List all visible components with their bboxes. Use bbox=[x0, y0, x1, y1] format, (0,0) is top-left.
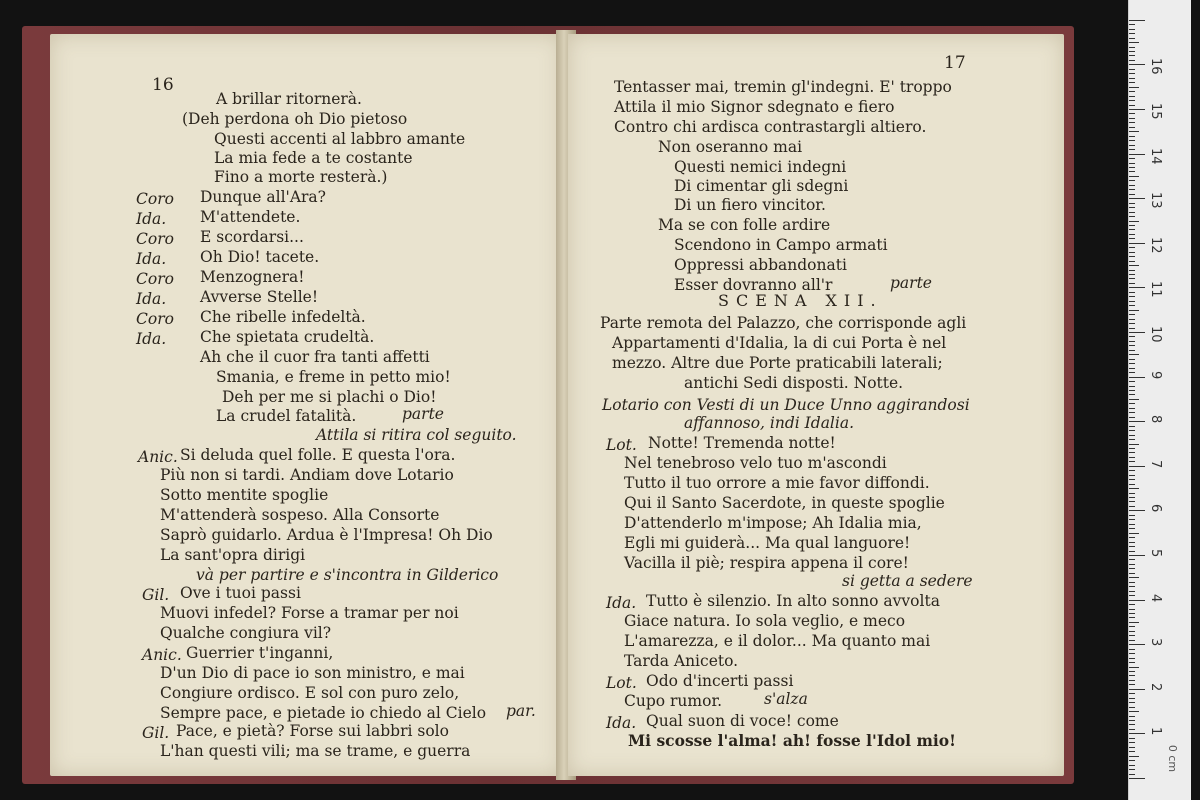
page-number: 16 bbox=[152, 75, 174, 95]
ruler-tick bbox=[1129, 154, 1145, 155]
ruler-tick bbox=[1129, 707, 1135, 708]
speaker-label: Coro bbox=[136, 190, 174, 208]
text-line: Deh per me si plachi o Dio! bbox=[222, 388, 437, 406]
text-line: Ove i tuoi passi bbox=[180, 584, 301, 602]
ruler-tick bbox=[1129, 64, 1145, 65]
text-line: Giace natura. Io sola veglio, e meco bbox=[624, 612, 906, 630]
ruler-tick bbox=[1129, 29, 1135, 30]
ruler-tick bbox=[1129, 582, 1135, 583]
text-line: M'attenderà sospeso. Alla Consorte bbox=[160, 506, 440, 524]
stage-direction: affannoso, indi Idalia. bbox=[684, 414, 855, 432]
text-line: Congiure ordisco. E sol con puro zelo, bbox=[160, 684, 460, 702]
ruler-unit-label: 0 cm bbox=[1166, 744, 1180, 773]
speaker-label: Gil. bbox=[142, 586, 170, 604]
ruler-tick bbox=[1129, 452, 1135, 453]
ruler-tick bbox=[1129, 42, 1139, 43]
text-line: A brillar ritornerà. bbox=[216, 90, 362, 108]
text-line: Si deluda quel folle. E questa l'ora. bbox=[180, 446, 456, 464]
ruler-tick bbox=[1129, 742, 1135, 743]
ruler-tick bbox=[1129, 595, 1135, 596]
ruler-tick bbox=[1129, 430, 1135, 431]
stage-direction: parte bbox=[890, 274, 932, 292]
ruler-number: 6 bbox=[1148, 504, 1163, 513]
text-line: D'attenderlo m'impose; Ah Idalia mia, bbox=[624, 514, 922, 532]
ruler-tick bbox=[1129, 568, 1135, 569]
ruler-tick bbox=[1129, 377, 1145, 378]
ruler-tick bbox=[1129, 87, 1139, 88]
text-line: Fino a morte resterà.) bbox=[214, 168, 388, 186]
ruler-tick bbox=[1129, 751, 1135, 752]
text-line: Di cimentar gli sdegni bbox=[674, 177, 849, 195]
stage-direction: và per partire e s'incontra in Gilderico bbox=[196, 566, 499, 584]
ruler-tick bbox=[1129, 216, 1135, 217]
ruler-tick bbox=[1129, 720, 1135, 721]
text-line: Sempre pace, e pietade io chiedo al Cielo bbox=[160, 704, 487, 722]
speaker-label: Anic. bbox=[142, 646, 182, 664]
ruler-number: 5 bbox=[1148, 549, 1163, 558]
text-line: Che ribelle infedeltà. bbox=[200, 308, 366, 326]
speaker-label: Ida. bbox=[136, 290, 167, 308]
ruler-tick bbox=[1129, 635, 1135, 636]
ruler-tick bbox=[1129, 475, 1135, 476]
ruler-tick bbox=[1129, 501, 1135, 502]
text-line: antichi Sedi disposti. Notte. bbox=[684, 374, 904, 392]
text-line: Qui il Santo Sacerdote, in queste spoglie bbox=[624, 494, 945, 512]
ruler-tick bbox=[1129, 354, 1139, 355]
ruler-tick bbox=[1129, 510, 1145, 511]
ruler-tick bbox=[1129, 408, 1135, 409]
ruler-tick bbox=[1129, 689, 1145, 690]
ruler-tick bbox=[1129, 747, 1135, 748]
text-line: Sotto mentite spoglie bbox=[160, 486, 329, 504]
ruler-tick bbox=[1129, 149, 1135, 150]
text-line: Tutto il tuo orrore a mie favor diffondi. bbox=[624, 474, 930, 492]
ruler-tick bbox=[1129, 100, 1135, 101]
stage-direction: parte bbox=[402, 405, 444, 423]
stage-direction: s'alza bbox=[764, 690, 808, 708]
ruler-tick bbox=[1129, 24, 1135, 25]
speaker-label: Ida. bbox=[606, 714, 637, 732]
ruler-tick bbox=[1129, 546, 1135, 547]
ruler-tick bbox=[1129, 198, 1145, 199]
ruler-tick bbox=[1129, 760, 1135, 761]
ruler-tick bbox=[1129, 319, 1135, 320]
ruler-tick bbox=[1129, 323, 1135, 324]
ruler-tick bbox=[1129, 457, 1135, 458]
ruler-tick bbox=[1129, 600, 1145, 601]
speaker-label: Ida. bbox=[606, 594, 637, 612]
ruler-tick bbox=[1129, 564, 1135, 565]
left-page bbox=[50, 34, 562, 776]
ruler-tick bbox=[1129, 399, 1139, 400]
ruler-tick bbox=[1129, 238, 1135, 239]
speaker-label: Gil. bbox=[142, 724, 170, 742]
ruler-tick bbox=[1129, 296, 1135, 297]
ruler-tick bbox=[1129, 756, 1139, 757]
text-line: Parte remota del Palazzo, che corrisponde agli bbox=[600, 314, 967, 332]
ruler-number: 14 bbox=[1148, 147, 1163, 165]
ruler-tick bbox=[1129, 38, 1135, 39]
ruler-tick bbox=[1129, 91, 1135, 92]
ruler-tick bbox=[1129, 47, 1135, 48]
ruler-tick bbox=[1129, 292, 1135, 293]
text-line: Nel tenebroso velo tuo m'ascondi bbox=[624, 454, 887, 472]
ruler-tick bbox=[1129, 73, 1135, 74]
text-line: Smania, e freme in petto mio! bbox=[216, 368, 451, 386]
ruler-tick bbox=[1129, 448, 1135, 449]
text-line: Questi nemici indegni bbox=[674, 158, 847, 176]
ruler-tick bbox=[1129, 69, 1135, 70]
ruler-tick bbox=[1129, 488, 1139, 489]
ruler-number: 13 bbox=[1148, 192, 1163, 209]
ruler-tick bbox=[1129, 702, 1135, 703]
ruler-tick bbox=[1129, 136, 1135, 137]
text-line: M'attendete. bbox=[200, 208, 301, 226]
ruler-tick bbox=[1129, 711, 1139, 712]
ruler-tick bbox=[1129, 109, 1145, 110]
ruler-tick bbox=[1129, 82, 1135, 83]
text-line: La mia fede a te costante bbox=[214, 149, 413, 167]
text-line: mezzo. Altre due Porte praticabili laterali; bbox=[612, 354, 943, 372]
ruler-tick bbox=[1129, 653, 1135, 654]
page-number: 17 bbox=[944, 53, 966, 73]
ruler-tick bbox=[1129, 506, 1135, 507]
ruler-tick bbox=[1129, 435, 1135, 436]
ruler-tick bbox=[1129, 127, 1135, 128]
ruler-number: 12 bbox=[1148, 236, 1163, 254]
stage-direction: par. bbox=[506, 702, 536, 720]
text-line: Notte! Tremenda notte! bbox=[648, 434, 836, 452]
ruler-tick bbox=[1129, 519, 1135, 520]
ruler-tick bbox=[1129, 426, 1135, 427]
ruler-tick bbox=[1129, 212, 1135, 213]
ruler-tick bbox=[1129, 301, 1135, 302]
ruler-tick bbox=[1129, 252, 1135, 253]
ruler-tick bbox=[1129, 444, 1139, 445]
text-line: Ma se con folle ardire bbox=[658, 216, 831, 234]
text-line: Di un fiero vincitor. bbox=[674, 196, 826, 214]
ruler-number: 9 bbox=[1148, 370, 1163, 379]
ruler-tick bbox=[1129, 551, 1135, 552]
text-line: Scendono in Campo armati bbox=[674, 236, 888, 254]
speaker-label: Lot. bbox=[606, 674, 637, 692]
ruler-tick bbox=[1129, 207, 1135, 208]
text-line: Egli mi guiderà... Ma qual languore! bbox=[624, 534, 911, 552]
text-line: Ah che il cuor fra tanti affetti bbox=[200, 348, 430, 366]
ruler-tick bbox=[1129, 640, 1135, 641]
text-line: Pace, e pietà? Forse sui labbri solo bbox=[176, 722, 449, 740]
ruler-tick bbox=[1129, 479, 1135, 480]
ruler-tick bbox=[1129, 390, 1135, 391]
ruler-tick bbox=[1129, 403, 1135, 404]
ruler-tick bbox=[1129, 278, 1135, 279]
ruler-tick bbox=[1129, 140, 1135, 141]
ruler-number: 16 bbox=[1148, 58, 1163, 75]
ruler-tick bbox=[1129, 20, 1145, 21]
ruler-tick bbox=[1129, 131, 1139, 132]
text-line: Questi accenti al labbro amante bbox=[214, 130, 466, 148]
text-line: Appartamenti d'Idalia, la di cui Porta è nel bbox=[612, 334, 947, 352]
ruler-tick bbox=[1129, 51, 1135, 52]
ruler-tick bbox=[1129, 203, 1135, 204]
ruler-tick bbox=[1129, 336, 1135, 337]
stage-direction: Lotario con Vesti di un Duce Unno aggirandosi bbox=[602, 396, 970, 414]
ruler-tick bbox=[1129, 328, 1135, 329]
ruler-tick bbox=[1129, 314, 1135, 315]
ruler-tick bbox=[1129, 716, 1135, 717]
ruler-tick bbox=[1129, 439, 1135, 440]
text-line: Esser dovranno all'r bbox=[674, 276, 833, 294]
text-line: Tarda Aniceto. bbox=[624, 652, 739, 670]
ruler-tick bbox=[1129, 667, 1139, 668]
ruler-tick bbox=[1129, 559, 1135, 560]
text-line: L'han questi vili; ma se trame, e guerra bbox=[160, 742, 471, 760]
ruler-tick bbox=[1129, 189, 1135, 190]
ruler-tick bbox=[1129, 729, 1135, 730]
ruler-tick bbox=[1129, 412, 1135, 413]
ruler-tick bbox=[1129, 345, 1135, 346]
ruler-tick bbox=[1129, 167, 1135, 168]
ruler-tick bbox=[1129, 221, 1139, 222]
ruler-tick bbox=[1129, 778, 1145, 779]
ruler-tick bbox=[1129, 461, 1135, 462]
ruler-tick bbox=[1129, 577, 1139, 578]
text-line: Guerrier t'inganni, bbox=[186, 644, 334, 662]
ruler-tick bbox=[1129, 270, 1135, 271]
ruler-tick bbox=[1129, 225, 1135, 226]
ruler-tick bbox=[1129, 78, 1135, 79]
ruler-tick bbox=[1129, 158, 1135, 159]
ruler-tick bbox=[1129, 185, 1135, 186]
ruler-tick bbox=[1129, 256, 1135, 257]
ruler-tick bbox=[1129, 493, 1135, 494]
ruler-tick bbox=[1129, 145, 1135, 146]
ruler-tick bbox=[1129, 515, 1135, 516]
ruler-tick bbox=[1129, 122, 1135, 123]
text-line: (Deh perdona oh Dio pietoso bbox=[182, 110, 408, 128]
text-line: Che spietata crudeltà. bbox=[200, 328, 375, 346]
text-line: Cupo rumor. bbox=[624, 692, 723, 710]
text-line: Dunque all'Ara? bbox=[200, 188, 326, 206]
ruler-tick bbox=[1129, 537, 1135, 538]
ruler-tick bbox=[1129, 573, 1135, 574]
speaker-label: Lot. bbox=[606, 436, 637, 454]
ruler-tick bbox=[1129, 265, 1139, 266]
ruler-tick bbox=[1129, 769, 1135, 770]
ruler-tick bbox=[1129, 386, 1135, 387]
text-line: La crudel fatalità. bbox=[216, 407, 357, 425]
text-line: D'un Dio di pace io son ministro, e mai bbox=[160, 664, 465, 682]
ruler-tick bbox=[1129, 171, 1135, 172]
ruler-tick bbox=[1129, 671, 1135, 672]
ruler-tick bbox=[1129, 533, 1139, 534]
ruler-tick bbox=[1129, 310, 1139, 311]
ruler-tick bbox=[1129, 484, 1135, 485]
text-line: Tentasser mai, tremin gl'indegni. E' troppo bbox=[614, 78, 952, 96]
ruler-tick bbox=[1129, 421, 1145, 422]
ruler-tick bbox=[1129, 774, 1135, 775]
ruler-number: 8 bbox=[1148, 415, 1163, 424]
ruler-tick bbox=[1129, 613, 1135, 614]
ruler-number: 1 bbox=[1148, 727, 1163, 736]
ruler-tick bbox=[1129, 684, 1135, 685]
stage-direction: Attila si ritira col seguito. bbox=[316, 426, 517, 444]
ruler-tick bbox=[1129, 180, 1135, 181]
ruler-tick bbox=[1129, 234, 1135, 235]
ruler-tick bbox=[1129, 417, 1135, 418]
ruler-tick bbox=[1129, 609, 1135, 610]
ruler-tick bbox=[1129, 113, 1135, 114]
ruler-tick bbox=[1129, 105, 1135, 106]
ruler-number: 2 bbox=[1148, 682, 1163, 692]
text-line: La sant'opra dirigi bbox=[160, 546, 306, 564]
ruler-tick bbox=[1129, 466, 1145, 467]
speaker-label: Coro bbox=[136, 270, 174, 288]
ruler-tick bbox=[1129, 470, 1135, 471]
ruler-tick bbox=[1129, 341, 1135, 342]
ruler-tick bbox=[1129, 649, 1135, 650]
ruler-tick bbox=[1129, 372, 1135, 373]
ruler-tick bbox=[1129, 733, 1145, 734]
ruler-tick bbox=[1129, 368, 1135, 369]
scene-heading: SCENA XII. bbox=[718, 291, 883, 310]
ruler-tick bbox=[1129, 738, 1135, 739]
ruler-tick bbox=[1129, 381, 1135, 382]
ruler-number: 11 bbox=[1148, 281, 1163, 298]
ruler-tick bbox=[1129, 622, 1139, 623]
ruler-tick bbox=[1129, 332, 1145, 333]
text-line: Qual suon di voce! come bbox=[646, 712, 839, 730]
ruler-tick bbox=[1129, 118, 1135, 119]
ruler-tick bbox=[1129, 243, 1145, 244]
ruler-tick bbox=[1129, 586, 1135, 587]
ruler-tick bbox=[1129, 163, 1135, 164]
ruler-tick bbox=[1129, 658, 1135, 659]
text-line: E scordarsi... bbox=[200, 228, 304, 246]
text-line: Attila il mio Signor sdegnato e fiero bbox=[614, 98, 895, 116]
ruler-tick bbox=[1129, 617, 1135, 618]
right-page bbox=[568, 34, 1064, 776]
ruler-tick bbox=[1129, 644, 1145, 645]
ruler-tick bbox=[1129, 283, 1135, 284]
text-line: Oppressi abbandonati bbox=[674, 256, 847, 274]
speaker-label: Ida. bbox=[136, 210, 167, 228]
text-line: Menzognera! bbox=[200, 268, 305, 286]
text-line: Qualche congiura vil? bbox=[160, 624, 332, 642]
text-line: Avverse Stelle! bbox=[200, 288, 319, 306]
text-line: Muovi infedel? Forse a tramar per noi bbox=[160, 604, 459, 622]
ruler-number: 10 bbox=[1148, 326, 1163, 343]
stage-direction: si getta a sedere bbox=[842, 572, 973, 590]
text-line: L'amarezza, e il dolor... Ma quanto mai bbox=[624, 632, 931, 650]
ruler-tick bbox=[1129, 261, 1135, 262]
text-line: Odo d'incerti passi bbox=[646, 672, 794, 690]
ruler-tick bbox=[1129, 680, 1135, 681]
ruler-tick bbox=[1129, 698, 1135, 699]
text-line: Vacilla il piè; respira appena il core! bbox=[624, 554, 909, 572]
ruler-tick bbox=[1129, 55, 1135, 56]
measuring-ruler bbox=[1128, 0, 1191, 800]
ruler-tick bbox=[1129, 765, 1135, 766]
text-line: Tutto è silenzio. In alto sonno avvolta bbox=[646, 592, 940, 610]
ruler-tick bbox=[1129, 60, 1135, 61]
ruler-tick bbox=[1129, 555, 1145, 556]
ruler-tick bbox=[1129, 274, 1135, 275]
speaker-label: Ida. bbox=[136, 330, 167, 348]
ruler-tick bbox=[1129, 176, 1139, 177]
ruler-tick bbox=[1129, 604, 1135, 605]
ruler-tick bbox=[1129, 631, 1135, 632]
ruler-tick bbox=[1129, 96, 1135, 97]
ruler-number: 3 bbox=[1148, 638, 1163, 647]
ruler-tick bbox=[1129, 287, 1145, 288]
ruler-tick bbox=[1129, 497, 1135, 498]
text-line: Contro chi ardisca contrastargli altiero. bbox=[614, 118, 927, 136]
ruler-tick bbox=[1129, 350, 1135, 351]
speaker-label: Ida. bbox=[136, 250, 167, 268]
ruler-tick bbox=[1129, 662, 1135, 663]
ruler-tick bbox=[1129, 626, 1135, 627]
ruler-tick bbox=[1129, 359, 1135, 360]
text-line: Mi scosse l'alma! ah! fosse l'Idol mio! bbox=[628, 731, 956, 750]
ruler-tick bbox=[1129, 229, 1135, 230]
text-line: Oh Dio! tacete. bbox=[200, 248, 320, 266]
ruler-number: 4 bbox=[1148, 593, 1163, 602]
text-line: Saprò guidarlo. Ardua è l'Impresa! Oh Dio bbox=[160, 526, 493, 544]
ruler-tick bbox=[1129, 524, 1135, 525]
speaker-label: Coro bbox=[136, 230, 174, 248]
ruler-tick bbox=[1129, 394, 1135, 395]
ruler-tick bbox=[1129, 724, 1135, 725]
text-line: Non oseranno mai bbox=[658, 138, 803, 156]
speaker-label: Coro bbox=[136, 310, 174, 328]
text-line: Più non si tardi. Andiam dove Lotario bbox=[160, 466, 454, 484]
ruler-tick bbox=[1129, 528, 1135, 529]
ruler-tick bbox=[1129, 675, 1135, 676]
ruler-tick bbox=[1129, 693, 1135, 694]
ruler-tick bbox=[1129, 247, 1135, 248]
ruler-number: 7 bbox=[1148, 459, 1163, 469]
ruler-tick bbox=[1129, 305, 1135, 306]
ruler-tick bbox=[1129, 33, 1135, 34]
ruler-tick bbox=[1129, 363, 1135, 364]
ruler-tick bbox=[1129, 194, 1135, 195]
ruler-number: 15 bbox=[1148, 103, 1163, 120]
ruler-tick bbox=[1129, 542, 1135, 543]
ruler-tick bbox=[1129, 591, 1135, 592]
speaker-label: Anic. bbox=[138, 448, 178, 466]
